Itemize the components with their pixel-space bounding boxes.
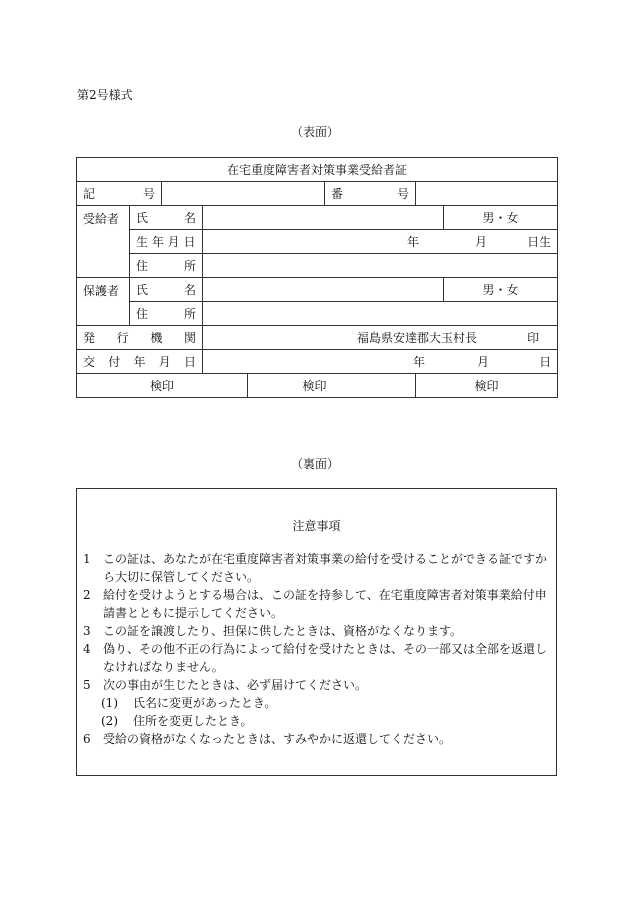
note-item: 5 次の事由が生じたときは、必ず届けてください。 [83, 678, 368, 692]
certificate-title: 在宅重度障害者対策事業受給者証 [77, 158, 558, 182]
inspection-stamp-3[interactable]: 検印 [416, 374, 558, 398]
note-item: 4 偽り、その他不正の行為によって給付を受けたときは、その一部又は全部を返還しなければなりません。 [83, 642, 548, 674]
inspection-stamp-1[interactable]: 検印 [77, 374, 248, 398]
issuer-seal: 印 [527, 331, 540, 345]
kigo-label: 記 号 [77, 182, 162, 206]
recipient-address-field[interactable] [203, 254, 558, 278]
certificate-table [76, 157, 558, 398]
bango-value-field[interactable] [416, 182, 558, 206]
guardian-gender[interactable]: 男・女 [444, 278, 558, 302]
front-side-label: （表面） [290, 125, 339, 139]
note-sub-item: (2) 住所を変更したとき。 [101, 714, 253, 728]
note-sub-item: (1) 氏名に変更があったとき。 [101, 696, 277, 710]
recipient-birth-label: 生 年 月 日 [130, 230, 203, 254]
back-side-label: （裏面） [290, 457, 339, 471]
recipient-name-field[interactable] [203, 206, 444, 230]
guardian-address-field[interactable] [203, 302, 558, 326]
note-item: 2 給付を受けようとする場合は、この証を持参して、在宅重度障害者対策事業給付申請書とともに提示してください。 [83, 588, 547, 620]
notes-box [76, 488, 557, 776]
note-item: 1 この証は、あなたが在宅重度障害者対策事業の給付を受けることができる証ですから大切に保管してください。 [83, 552, 548, 584]
issuer-field [203, 326, 558, 350]
issue-date-field[interactable]: 年 月 日 [203, 350, 558, 374]
guardian-name-label: 氏 名 [130, 278, 203, 302]
recipient-gender[interactable]: 男・女 [444, 206, 558, 230]
note-item: 3 この証を譲渡したり、担保に供したときは、資格がなくなります。 [83, 624, 463, 638]
bango-label: 番 号 [325, 182, 416, 206]
inspection-stamp-2[interactable]: 検印 [248, 374, 416, 398]
kigo-value-field[interactable] [162, 182, 325, 206]
notes-list [83, 550, 553, 748]
note-item: 6 受給の資格がなくなったときは、すみやかに返還してください。 [83, 732, 452, 746]
form-number: 第2号様式 [77, 88, 133, 102]
recipient-address-label: 住 所 [130, 254, 203, 278]
guardian-address-label: 住 所 [130, 302, 203, 326]
guardian-label: 保護者 [77, 278, 130, 326]
issuer-label: 発 行 機 関 [77, 326, 203, 350]
recipient-label: 受給者 [77, 206, 130, 278]
guardian-name-field[interactable] [203, 278, 444, 302]
recipient-birth-field[interactable]: 年 月 日生 [203, 230, 558, 254]
recipient-name-label: 氏 名 [130, 206, 203, 230]
number-row [77, 182, 558, 206]
notes-title: 注意事項 [292, 519, 341, 533]
issuer-name: 福島県安達郡大玉村長 [357, 331, 478, 345]
issue-date-label: 交 付 年 月 日 [77, 350, 203, 374]
